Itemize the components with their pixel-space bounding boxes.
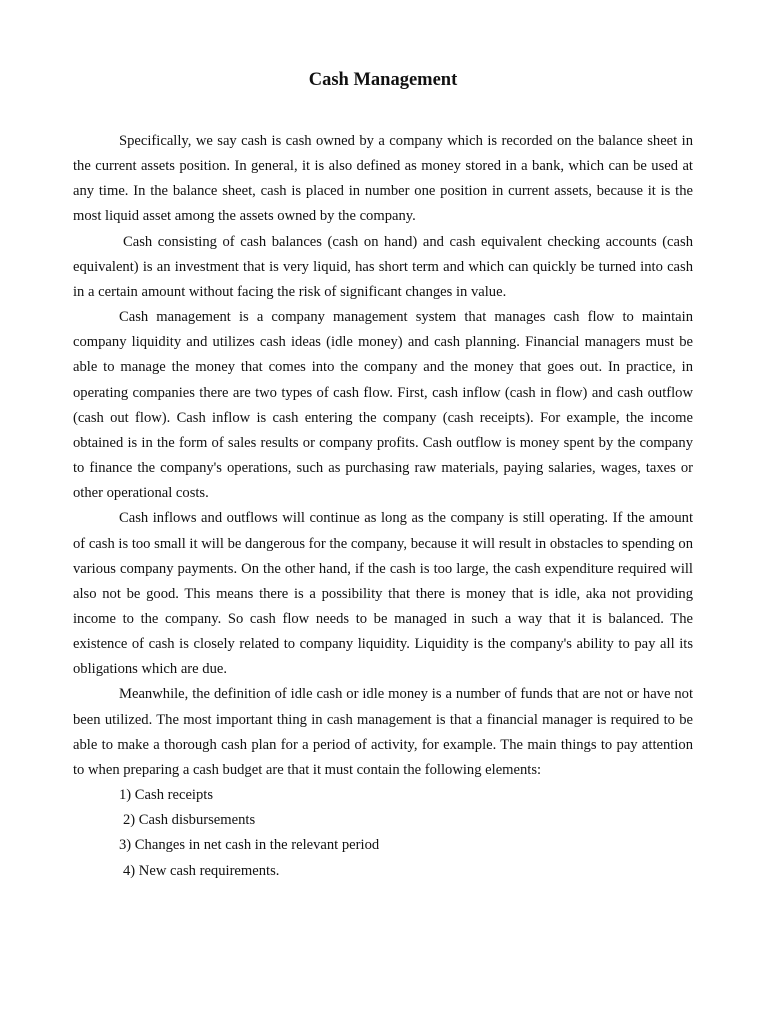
document-title: Cash Management (308, 70, 458, 90)
paragraph-cash-definition: Specifically, we say cash is cash owned by a company which is recorded on the balance sheet in the current assets position. In general, it is also defined as money stored in a bank, which can be used at any time. In the balance sheet, cash is placed in number one position in current assets, because it is the most liquid asset among the assets owned by the company. (73, 133, 693, 225)
cash-budget-elements-list (73, 783, 693, 884)
list-item: 2) Cash disbursements (123, 812, 256, 829)
list-item: 4) New cash requirements. (123, 862, 280, 879)
document-page (73, 66, 693, 884)
paragraph-cash-equivalent: Cash consisting of cash balances (cash on hand) and cash equivalent checking accounts (cash equivalent) is an investment that is very liquid, has short term and which can quickly be turned into cash in a certain amount without facing the risk of significant changes in value. (73, 233, 693, 300)
list-item: 3) Changes in net cash in the relevant period (119, 837, 380, 854)
paragraph-cash-management: Cash management is a company management system that manages cash flow to maintain company liquidity and utilizes cash ideas (idle money) and cash planning. Financial managers must be able to manage the money that comes into the company and the money that goes out. In practice, in operating companies there are two types of cash flow. First, cash inflow (cash in flow) and cash outflow (cash out flow). Cash inflow is cash entering the company (cash receipts). For example, the income obtained is in the form of sales results or company profits. Cash outflow is money spent by the company to finance the company's operations, such as purchasing raw materials, paying salaries, wages, taxes or other operational costs. (73, 309, 693, 502)
list-item: 1) Cash receipts (119, 787, 214, 804)
paragraph-cash-flows: Cash inflows and outflows will continue as long as the company is still operating. If the amount of cash is too small it will be dangerous for the company, because it will result in obstacles to spending on various company payments. On the other hand, if the cash is too large, the cash expenditure required will also not be good. This means there is a possibility that there is money that is idle, aka not providing income to the company. So cash flow needs to be managed in such a way that it is balanced. The existence of cash is closely related to company liquidity. Liquidity is the company's ability to pay all its obligations which are due. (73, 510, 693, 678)
paragraph-idle-cash: Meanwhile, the definition of idle cash or idle money is a number of funds that are not or have not been utilized. The most important thing in cash management is that a financial manager is required to be able to make a thorough cash plan for a period of activity, for example. The main things to pay attention to when preparing a cash budget are that it must contain the following elements: (73, 686, 693, 778)
